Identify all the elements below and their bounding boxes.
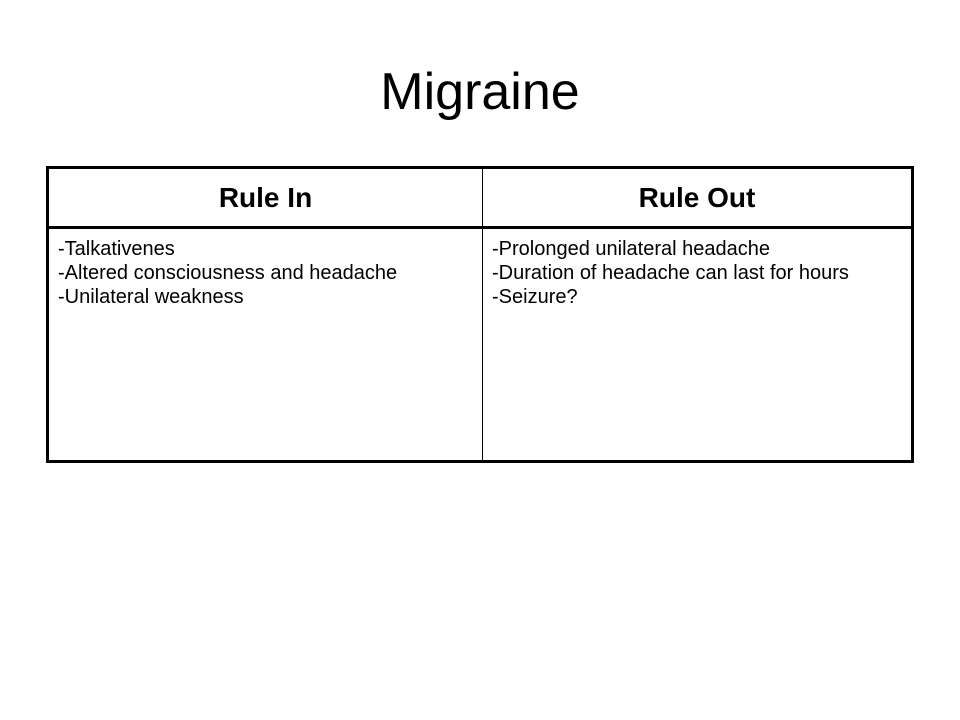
table-header-row xyxy=(49,169,911,228)
rule-in-item: -Talkativenes xyxy=(58,238,175,260)
rule-out-header: Rule Out xyxy=(483,169,912,228)
rule-in-cell xyxy=(49,228,483,461)
rule-in-header: Rule In xyxy=(49,169,483,228)
rule-out-item: -Duration of headache can last for hours xyxy=(492,262,849,284)
rule-out-item: -Prolonged unilateral headache xyxy=(492,238,770,260)
rule-out-cell xyxy=(483,228,912,461)
rule-in-item: -Altered consciousness and headache xyxy=(58,262,398,284)
table-row xyxy=(49,228,911,461)
comparison-table xyxy=(46,166,914,463)
rule-in-item: -Unilateral weakness xyxy=(58,286,244,308)
rule-out-item: -Seizure? xyxy=(492,286,578,308)
slide-title: Migraine xyxy=(380,63,580,121)
